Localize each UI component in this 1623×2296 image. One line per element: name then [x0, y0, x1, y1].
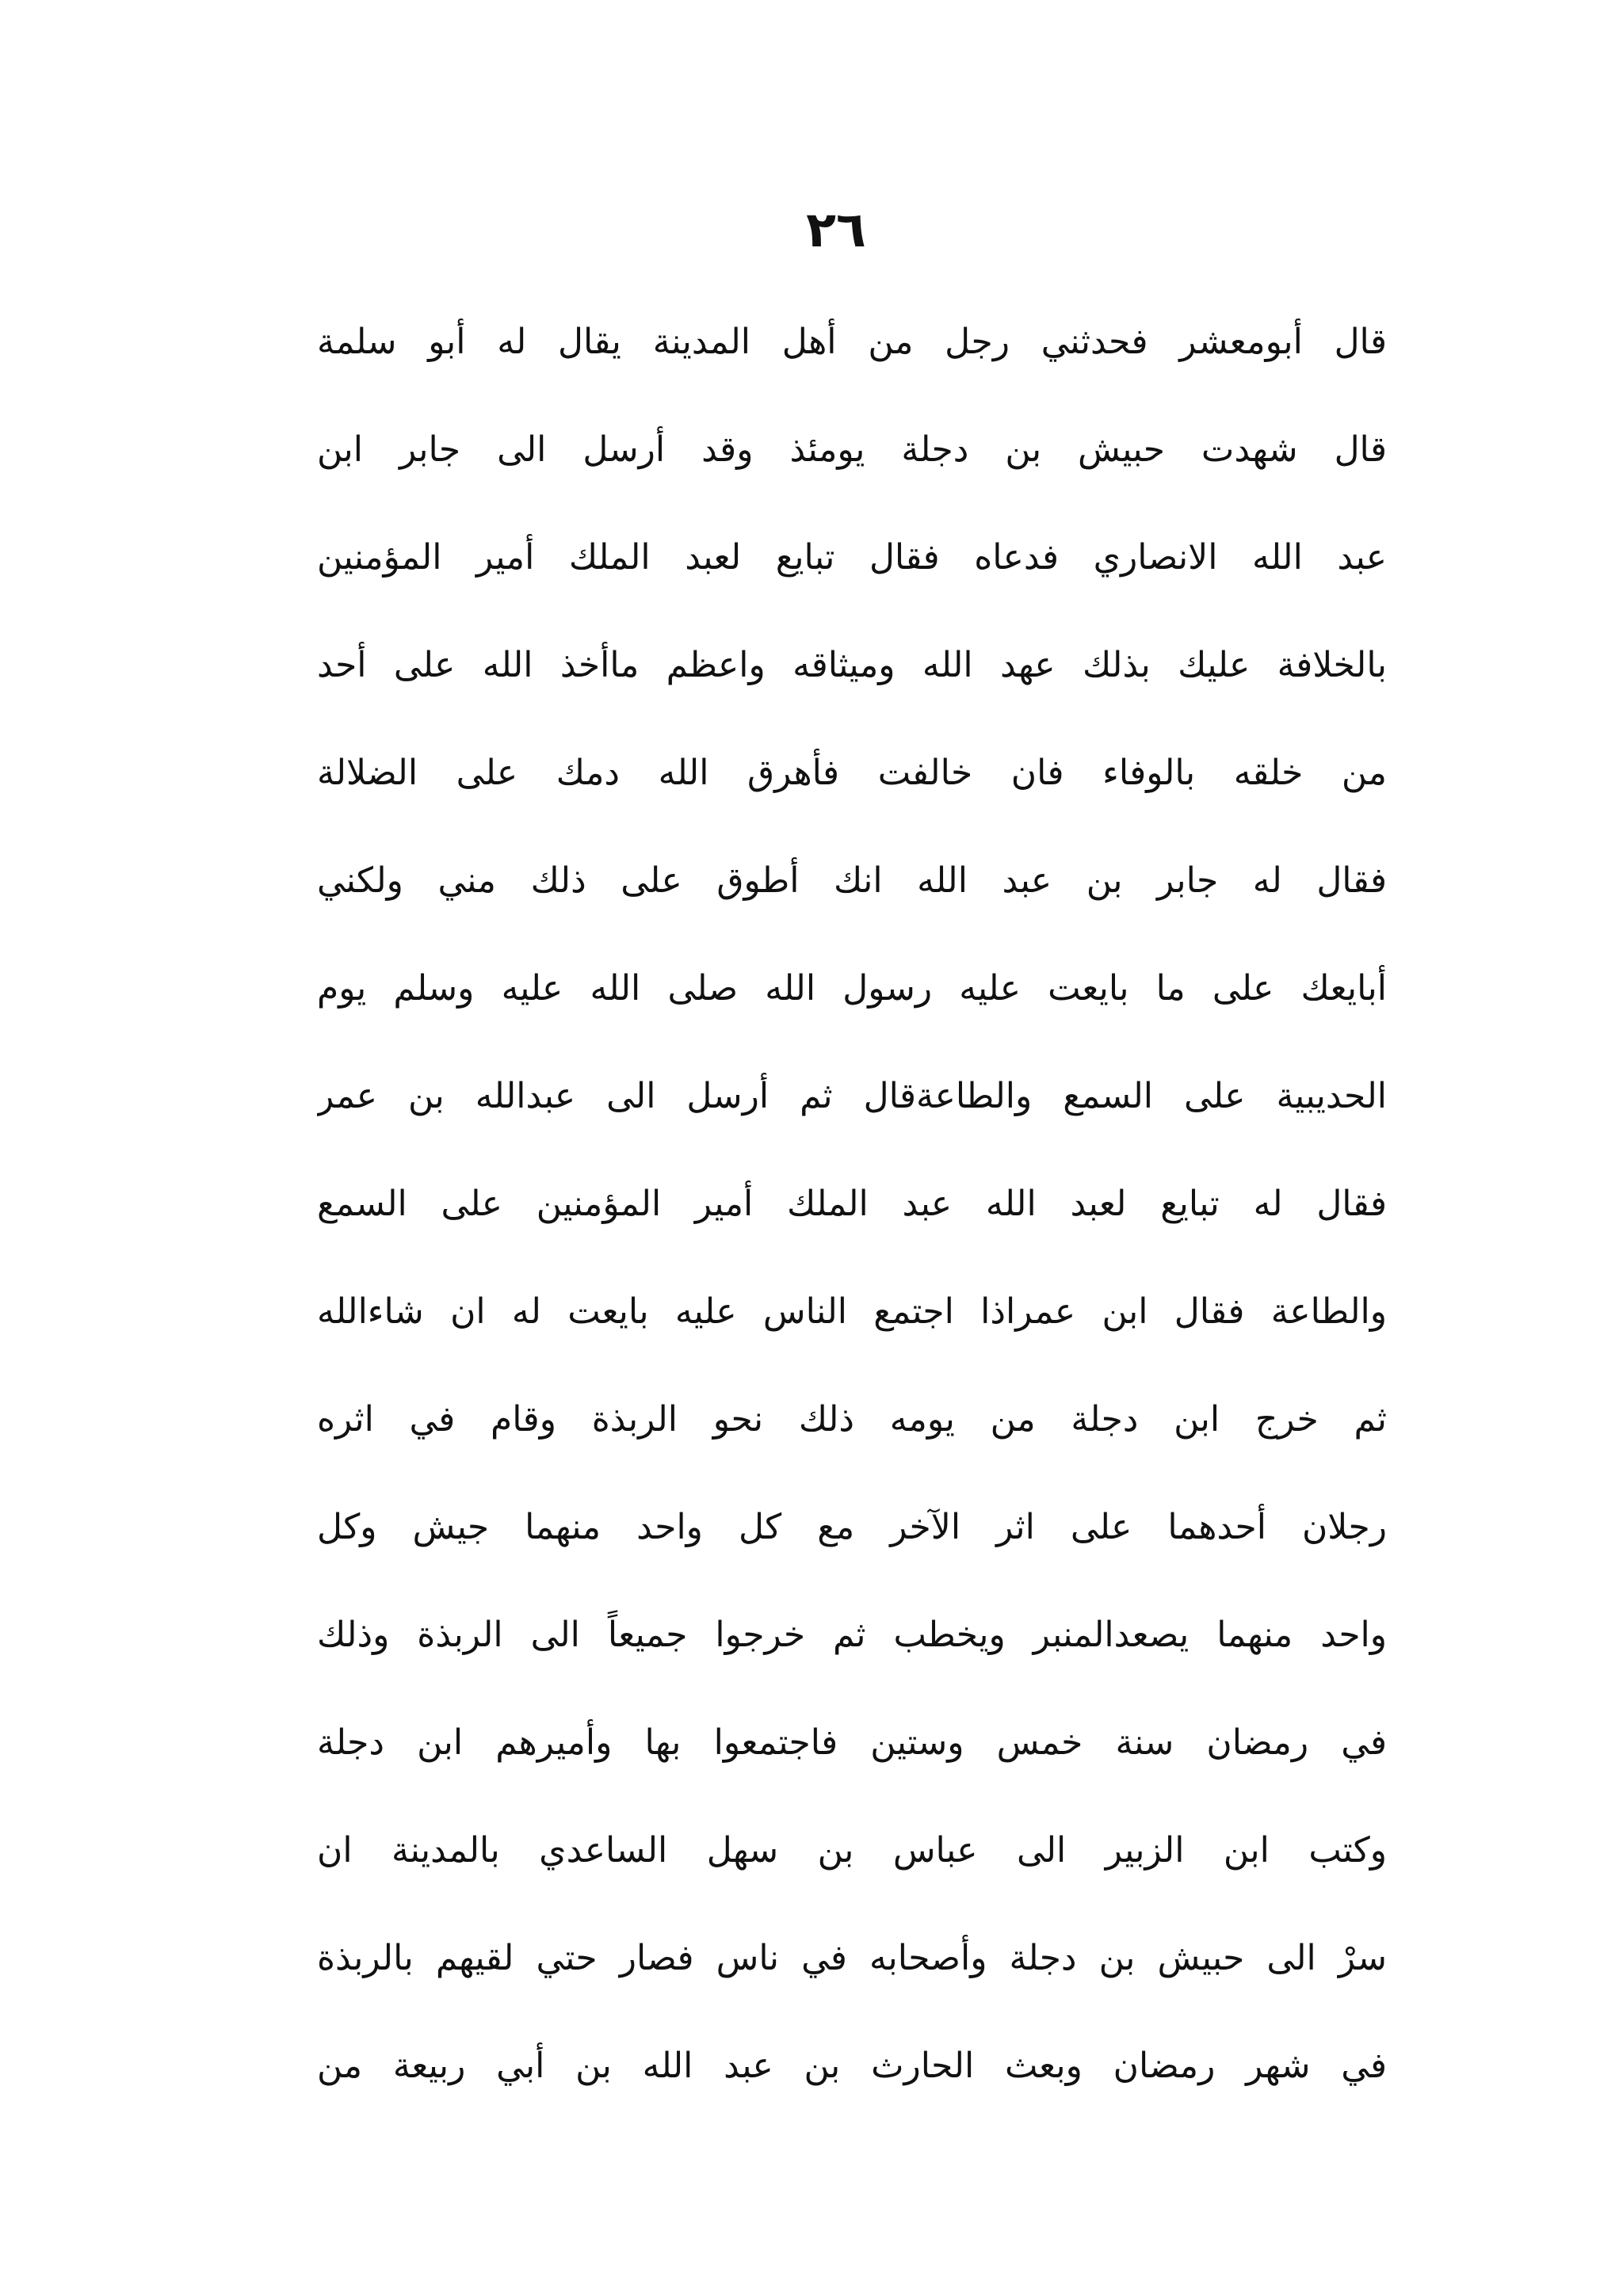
text-line: في شهر رمضان وبعث الحارث بن عبد الله بن أبي ربيعة من	[317, 2046, 1387, 2086]
text-line: قال شهدت حبيش بن دجلة يومئذ وقد أرسل الى جابر ابن	[317, 429, 1387, 470]
text-line: عبد الله الانصاري فدعاه فقال تبايع لعبد الملك أمير المؤمنين	[317, 537, 1387, 578]
text-line: والطاعة فقال ابن عمراذا اجتمع الناس عليه بايعت له ان شاءالله	[317, 1291, 1387, 1332]
text-line: سرْ الى حبيش بن دجلة وأصحابه في ناس فصار حتي لقيهم بالربذة	[317, 1938, 1387, 1978]
text-line: وكتب ابن الزبير الى عباس بن سهل الساعدي بالمدينة ان	[317, 1830, 1387, 1871]
text-line: بالخلافة عليك بذلك عهد الله وميثاقه واعظم ماأخذ الله على أحد	[317, 645, 1387, 685]
text-line: واحد منهما يصعدالمنبر ويخطب ثم خرجوا جميعاً الى الربذة وذلك	[317, 1615, 1387, 1655]
text-line: ثم خرج ابن دجلة من يومه ذلك نحو الربذة وقام في اثره	[317, 1399, 1387, 1440]
text-line: رجلان أحدهما على اثر الآخر مع كل واحد منهما جيش وكل	[317, 1507, 1387, 1547]
text-line: فقال له تبايع لعبد الله عبد الملك أمير المؤمنين على السمع	[317, 1184, 1387, 1224]
text-line: في رمضان سنة خمس وستين فاجتمعوا بها وأميرهم ابن دجلة	[317, 1722, 1387, 1763]
text-line: أبايعك على ما بايعت عليه رسول الله صلى الله عليه وسلم يوم	[317, 968, 1387, 1009]
body-text	[317, 288, 1387, 2120]
text-line: الحديبية على السمع والطاعةقال ثم أرسل الى عبدالله بن عمر	[317, 1076, 1387, 1116]
page-number: ٢٦	[806, 200, 866, 258]
text-line: قال أبومعشر فحدثني رجل من أهل المدينة يقال له أبو سلمة	[317, 322, 1387, 362]
text-line: فقال له جابر بن عبد الله انك أطوق على ذلك مني ولكني	[317, 860, 1387, 901]
text-line: من خلقه بالوفاء فان خالفت فأهرق الله دمك على الضلالة	[317, 753, 1387, 793]
